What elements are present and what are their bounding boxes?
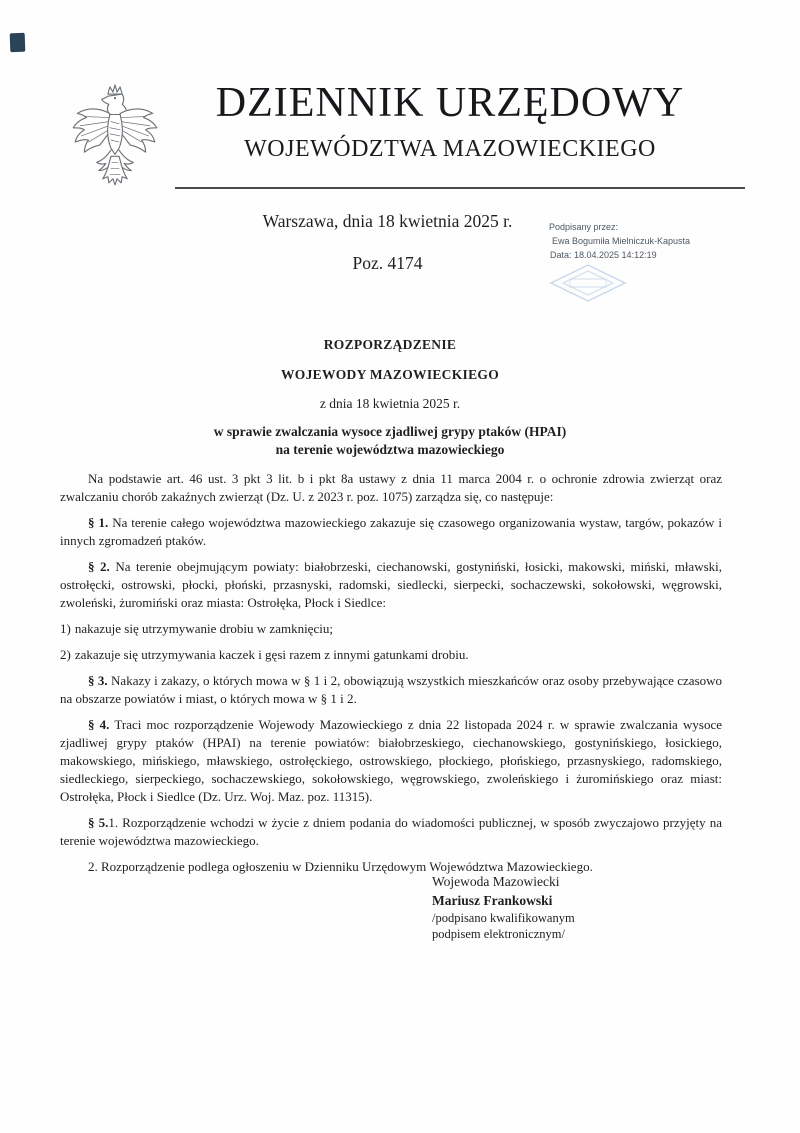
position-number: Poz. 4174: [352, 253, 423, 273]
section-1-marker: § 1.: [88, 515, 109, 530]
section-5-ust-2-paragraph: 2. Rozporządzenie podlega ogłoszeniu w Dzienniku Urzędowym Województwa Mazowieckiego.: [88, 859, 593, 874]
section-5-marker: § 5.: [88, 815, 109, 830]
act-body: [60, 470, 722, 884]
section-4-marker: § 4.: [88, 717, 110, 732]
signed-by-label: Podpisany przez:: [549, 222, 619, 232]
act-type-line: ROZPORZĄDZENIE: [323, 337, 457, 352]
signature-note-line-1: /podpisano kwalifikowanym: [432, 911, 575, 925]
list-item-2-marker: 2): [60, 647, 71, 662]
act-subject: [60, 423, 720, 459]
act-issuer-line: WOJEWODY MAZOWIECKIEGO: [281, 367, 499, 382]
act-heading: [60, 337, 720, 459]
section-5-paragraph: § 5.1. Rozporządzenie wchodzi w życie z dniem podania do wiadomości publicznej, w sposób zwyczajowo przyjęty na terenie województwa mazowieckiego.: [60, 815, 722, 848]
list-item-1: 1) nakazuje się utrzymywanie drobiu w zamknięciu;: [60, 621, 333, 636]
signature-block: [432, 872, 575, 942]
section-3-marker: § 3.: [88, 673, 108, 688]
signer-title: Wojewoda Mazowiecki: [432, 874, 560, 889]
list-item-2: 2) zakazuje się utrzymywania kaczek i gęsi razem z innymi gatunkami drobiu.: [60, 647, 469, 662]
digital-signature-stamp: [549, 220, 709, 262]
section-1-paragraph: § 1. Na terenie całego województwa mazowieckiego zakazuje się czasowego organizowania wystaw, targów, pokazów i innych zgromadzeń ptaków.: [60, 515, 723, 548]
legal-basis-paragraph: Na podstawie art. 46 ust. 3 pkt 3 lit. b i pkt 8a ustawy z dnia 11 marca 2004 r. o ochronie zdrowia zwierząt oraz zwalczaniu chorób zakaźnych zwierząt (Dz. U. z 2023 r. poz. 1075) zarządza się, co następuje:: [60, 471, 722, 504]
signature-date: Data: 18.04.2025 14:12:19: [550, 250, 657, 260]
section-2-marker: § 2.: [88, 559, 110, 574]
place-date-line: Warszawa, dnia 18 kwietnia 2025 r.: [262, 211, 513, 231]
masthead: [165, 80, 735, 163]
section-2-paragraph: § 2. Na terenie obejmującym powiaty: białobrzeski, ciechanowski, gostyniński, łosicki, makowski, miński, mławski, ostrołęcki, ostrowski, płocki, płoński, przasnyski, radomski, siedlecki, sierpecki, sochaczewski, sokołowski, węgrowski, zwoleński, żuromiński oraz miasta: Ostrołęka, Płock i Siedlce:: [60, 559, 723, 610]
signature-note-line-2: podpisem elektronicznym/: [432, 927, 565, 941]
act-date-line: z dnia 18 kwietnia 2025 r.: [319, 396, 461, 411]
scan-corner-mark: [10, 33, 26, 53]
list-item-1-marker: 1): [60, 621, 71, 636]
e-signature-watermark-icon: [548, 262, 628, 304]
signer-name: Ewa Bogumiła Mielniczuk-Kapusta: [552, 236, 691, 246]
act-subject-line-1: w sprawie zwalczania wysoce zjadliwej grypy ptaków (HPAI): [213, 424, 567, 439]
act-subject-line-2: na terenie województwa mazowieckiego: [275, 442, 505, 457]
section-3-paragraph: § 3. Nakazy i zakazy, o których mowa w § 1 i 2, obowiązują wszystkich mieszkańców oraz osoby przebywające czasowo na obszarze powiatów i miast, o których mowa w § 1 i 2.: [60, 673, 723, 706]
journal-subtitle: WOJEWÓDZTWA MAZOWIECKIEGO: [244, 136, 656, 163]
eagle-emblem-icon: [64, 82, 166, 198]
journal-title: DZIENNIK URZĘDOWY: [215, 80, 685, 126]
signer-full-name: Mariusz Frankowski: [432, 893, 553, 908]
header-divider: [175, 187, 745, 189]
section-4-paragraph: § 4. Traci moc rozporządzenie Wojewody Mazowieckiego z dnia 22 listopada 2024 r. w sprawie zwalczania wysoce zjadliwej grypy ptaków (HPAI) na terenie powiatów: białobrzeskiego, ciechanowskiego, gostynińskiego, łosickiego, makowskiego, mińskiego, mławskiego, ostrołęckiego, ostrowskiego, płockiego, płońskiego, przasnyskiego, radomskiego, siedleckiego, sierpeckiego, sochaczewskiego, sokołowskiego, węgrowskiego, zwoleńskiego i żuromińskiego oraz miast: Ostrołęka, Płock i Siedlce (Dz. Urz. Woj. Maz. poz. 11315).: [60, 717, 722, 804]
